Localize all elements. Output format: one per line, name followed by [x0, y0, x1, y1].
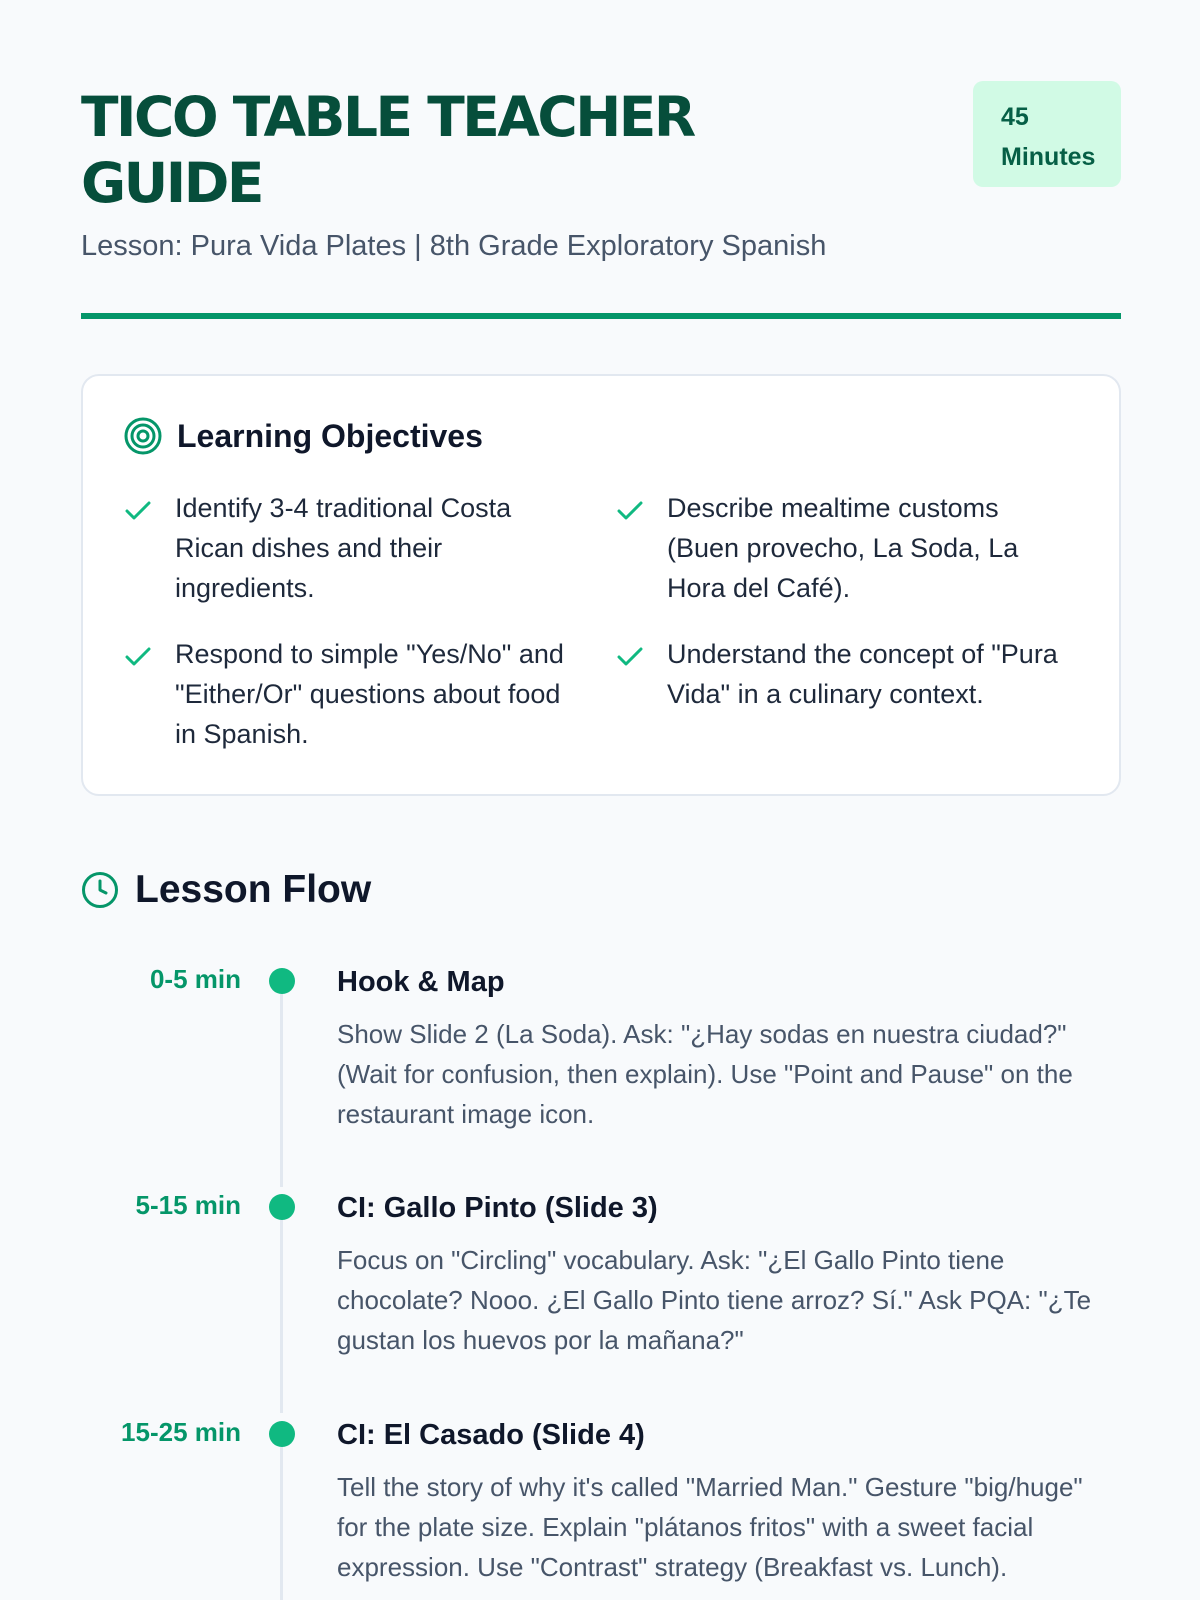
timeline-time: 15-25 min	[121, 1417, 241, 1447]
duration-badge: 45 Minutes	[973, 81, 1121, 187]
teacher-guide-page	[81, 0, 1121, 1582]
page-title: TICO TABLE TEACHER GUIDE	[81, 85, 694, 215]
objectives-title: Learning Objectives	[177, 417, 483, 454]
objective-item	[123, 488, 583, 608]
objective-item	[123, 634, 583, 754]
objective-text: Respond to simple "Yes/No" and "Either/Or" questions about food in Spanish.	[175, 639, 564, 749]
clock-icon	[81, 871, 119, 909]
learning-objectives-card	[81, 374, 1121, 796]
timeline-dot	[269, 968, 295, 994]
timeline-dot	[269, 1421, 295, 1447]
objectives-heading	[123, 416, 483, 456]
check-icon	[123, 496, 153, 526]
timeline-title: Hook & Map	[337, 966, 505, 998]
check-icon	[615, 496, 645, 526]
timeline-line	[280, 994, 283, 1187]
check-icon	[615, 642, 645, 672]
objective-text: Understand the concept of "Pura Vida" in a culinary context.	[667, 639, 1058, 709]
target-icon	[123, 416, 163, 456]
timeline-time: 0-5 min	[149, 964, 241, 994]
header-divider	[81, 313, 1121, 319]
objective-item	[615, 634, 1075, 714]
timeline-description: Focus on "Circling" vocabulary. Ask: "¿El Gallo Pinto tiene chocolate? Nooo. ¿El Gallo Pinto tiene arroz? Sí." Ask PQA: "¿Te gustan los huevos por la mañana?"	[337, 1245, 1092, 1355]
lesson-flow-title: Lesson Flow	[135, 868, 372, 911]
timeline-time: 5-15 min	[135, 1190, 241, 1220]
timeline-dot	[269, 1194, 295, 1220]
timeline-description: Show Slide 2 (La Soda). Ask: "¿Hay sodas en nuestra ciudad?" (Wait for confusion, then explain). Use "Point and Pause" on the restaurant image icon.	[337, 1019, 1073, 1129]
objective-text: Describe mealtime customs (Buen provecho, La Soda, La Hora del Café).	[667, 493, 1019, 603]
timeline-line	[280, 1220, 283, 1413]
timeline-description: Tell the story of why it's called "Married Man." Gesture "big/huge" for the plate size. Explain "plátanos fritos" with a sweet facial expression. Use "Contrast" strategy (Breakfast vs. Lunch).	[337, 1472, 1083, 1582]
objective-text: Identify 3-4 traditional Costa Rican dishes and their ingredients.	[175, 493, 512, 603]
lesson-subtitle: Lesson: Pura Vida Plates | 8th Grade Exploratory Spanish	[81, 230, 827, 262]
check-icon	[123, 642, 153, 672]
lesson-flow-heading	[81, 868, 371, 912]
timeline-title: CI: El Casado (Slide 4)	[337, 1419, 645, 1451]
page-header	[81, 0, 1121, 322]
timeline-line	[280, 1447, 283, 1600]
timeline-title: CI: Gallo Pinto (Slide 3)	[337, 1192, 658, 1224]
objective-item	[615, 488, 1075, 608]
